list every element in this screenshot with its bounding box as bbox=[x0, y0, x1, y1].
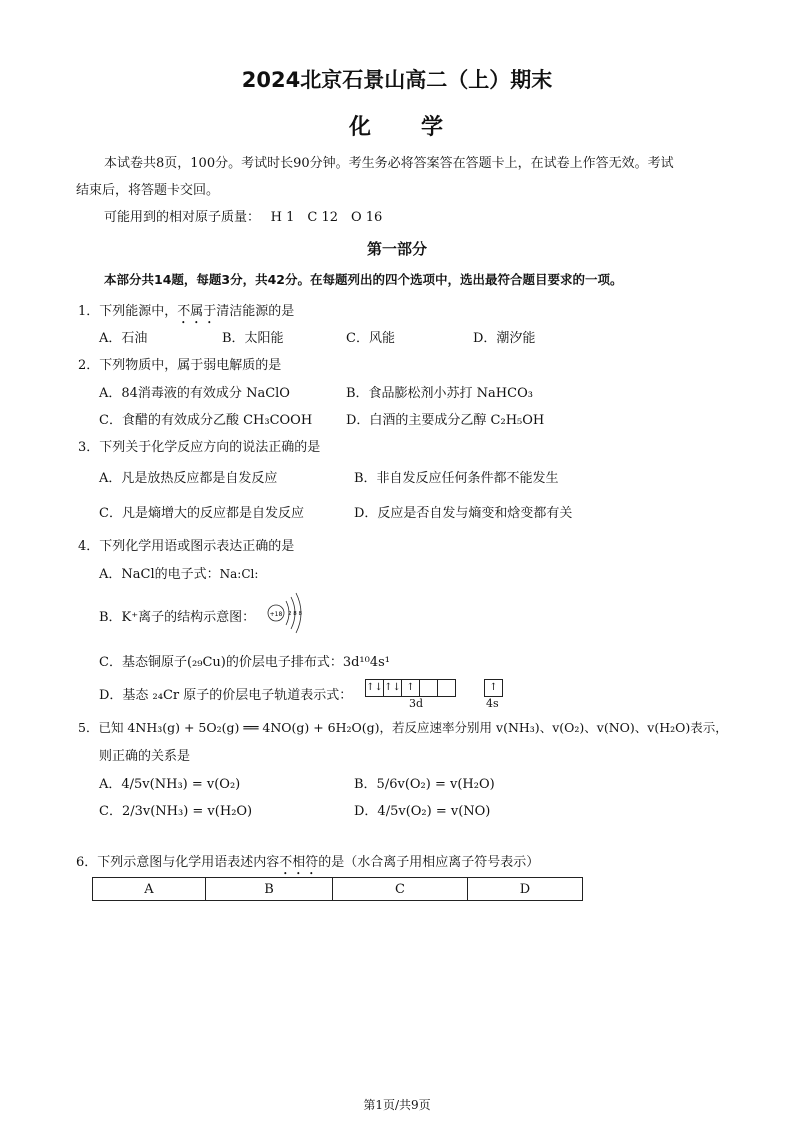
q2-option-c: C．食醋的有效成分乙酸 CH₃COOH bbox=[99, 413, 313, 428]
q2-option-b: B．食品膨松剂小苏打 NaHCO₃ bbox=[346, 386, 533, 401]
question-5-stem-line-1: 5．已知 4NH₃(g) + 5O₂(g) ══ 4NO(g) + 6H₂O(g)，若反应速率分别用 v(NH₃)、v(O₂)、v(NO)、v(H₂O)表示， bbox=[78, 720, 728, 735]
orbital-box: ↑↓ bbox=[383, 679, 402, 697]
q1-emphasis: 不属于 bbox=[177, 304, 217, 319]
q1-stem-a: 1．下列能源中， bbox=[78, 304, 178, 319]
nucleus-charge: +18 bbox=[269, 611, 283, 618]
q4-option-b: B．K⁺离子的结构示意图： bbox=[99, 610, 256, 625]
orbital-4s-boxes bbox=[484, 677, 502, 697]
table-row bbox=[93, 878, 583, 901]
question-2-stem: 2．下列物质中，属于弱电解质的是 bbox=[78, 358, 282, 373]
q3-option-b: B．非自发反应任何条件都不能发生 bbox=[354, 471, 559, 486]
atomic-masses: 可能用到的相对原子质量： H 1 C 12 O 16 bbox=[104, 210, 383, 225]
q4-option-d: D．基态 ₂₄Cr 原子的价层电子轨道表示式： bbox=[99, 688, 353, 703]
shell-electron-counts: 2 8 8 bbox=[288, 611, 302, 617]
page-title: 2024北京石景山高二（上）期末 bbox=[241, 68, 553, 92]
q6-stem-a: 6．下列示意图与化学用语表述内容 bbox=[76, 855, 280, 870]
q1-option-d: D．潮汐能 bbox=[473, 331, 536, 346]
q3-option-a: A．凡是放热反应都是自发反应 bbox=[99, 471, 278, 486]
q4-option-a bbox=[99, 563, 258, 582]
q6-options-table bbox=[92, 877, 583, 901]
orbital-box: ↑ bbox=[484, 679, 503, 697]
q5-option-a: A．4/5v(NH₃) = v(O₂) bbox=[99, 777, 241, 792]
question-4-stem: 4．下列化学用语或图示表达正确的是 bbox=[78, 539, 295, 554]
q4-option-c: C．基态铜原子(₂₉Cu)的价层电子排布式：3d¹⁰4s¹ bbox=[99, 655, 391, 670]
q4-option-a-label: A．NaCl的电子式： bbox=[99, 567, 220, 582]
orbital-box bbox=[437, 679, 456, 697]
orbital-box: ↑ bbox=[401, 679, 420, 697]
q5-option-d: D．4/5v(O₂) = v(NO) bbox=[354, 804, 491, 819]
orbital-label-4s: 4s bbox=[486, 697, 499, 710]
q2-option-a: A．84消毒液的有效成分 NaClO bbox=[99, 386, 290, 401]
question-6-stem bbox=[76, 851, 539, 878]
question-5-stem-line-2: 则正确的关系是 bbox=[99, 749, 191, 764]
question-3-stem: 3．下列关于化学反应方向的说法正确的是 bbox=[78, 440, 321, 455]
table-header-c: C bbox=[333, 878, 468, 901]
orbital-label-3d: 3d bbox=[409, 697, 424, 710]
page-footer: 第1页/共9页 bbox=[363, 1098, 431, 1112]
q3-option-d: D．反应是否自发与熵变和焓变都有关 bbox=[354, 506, 573, 521]
q3-option-c: C．凡是熵增大的反应都是自发反应 bbox=[99, 506, 304, 521]
q1-option-a: A．石油 bbox=[99, 331, 148, 346]
q1-option-c: C．风能 bbox=[346, 331, 395, 346]
table-header-b: B bbox=[206, 878, 333, 901]
potassium-ion-structure-diagram bbox=[262, 592, 312, 634]
intro-line-1: 本试卷共8页，100分。考试时长90分钟。考生务必将答案答在答题卡上，在试卷上作答无效。考试 bbox=[104, 156, 674, 171]
q2-option-d: D．白酒的主要成分乙醇 C₂H₅OH bbox=[346, 413, 545, 428]
orbital-box bbox=[419, 679, 438, 697]
orbital-box: ↑↓ bbox=[365, 679, 384, 697]
part-instructions: 本部分共14题，每题3分，共42分。在每题列出的四个选项中，选出最符合题目要求的一项。 bbox=[104, 272, 623, 287]
q5-option-c: C．2/3v(NH₃) = v(H₂O) bbox=[99, 804, 253, 819]
q5-option-b: B．5/6v(O₂) = v(H₂O) bbox=[354, 777, 495, 792]
nacl-electron-formula: Na:Cl: bbox=[219, 567, 259, 581]
q6-stem-b: 的是（水合离子用相应离子符号表示） bbox=[318, 855, 540, 870]
subject-title: 化 学 bbox=[348, 115, 445, 140]
table-header-a: A bbox=[93, 878, 206, 901]
table-header-d: D bbox=[468, 878, 583, 901]
q6-emphasis: 不相符 bbox=[279, 855, 319, 870]
q1-option-b: B．太阳能 bbox=[222, 331, 284, 346]
orbital-3d-boxes bbox=[365, 677, 455, 697]
q1-stem-b: 清洁能源的是 bbox=[216, 304, 295, 319]
part-title: 第一部分 bbox=[366, 240, 427, 258]
intro-line-2: 结束后，将答题卡交回。 bbox=[76, 183, 220, 198]
question-1-stem bbox=[78, 300, 294, 327]
